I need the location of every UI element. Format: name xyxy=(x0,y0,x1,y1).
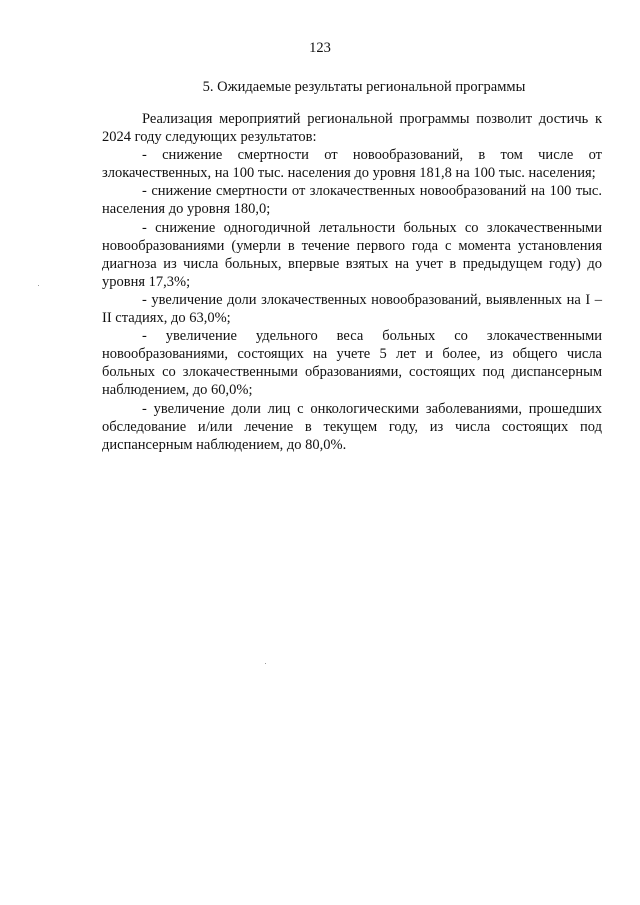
page-number: 123 xyxy=(309,40,331,56)
result-item-early-stage-detection: - увеличение доли злокачественных новообразований, выявленных на I – II стадиях, до 63,0%; xyxy=(102,291,602,327)
scan-speck xyxy=(38,285,39,286)
result-item-examination-treatment: - увеличение доли лиц с онкологическими заболеваниями, прошедших обследование и/или лечение в текущем году, из числа состоящих под диспансерным наблюдением, до 80,0%. xyxy=(102,400,602,453)
scan-speck xyxy=(265,663,266,664)
result-item-one-year-lethality: - снижение одногодичной летальности больных со злокачественными новообразованиями (умерли в течение первого года с момента установления диагноза из числа больных, впервые взятых на учет в предыдущем году) до уровня 17,3%; xyxy=(102,219,602,290)
result-item-mortality-malignant: - снижение смертности от злокачественных новообразований на 100 тыс. населения до уровня 180,0; xyxy=(102,183,602,218)
intro-paragraph: Реализация мероприятий региональной программы позволит достичь к 2024 году следующих результатов: xyxy=(102,111,602,146)
result-item-mortality-neoplasms: - снижение смертности от новообразований, в том числе от злокачественных, на 100 тыс. населения до уровня 181,8 на 100 тыс. населения; xyxy=(102,147,602,182)
section-title: 5. Ожидаемые результаты региональной программы xyxy=(202,79,526,95)
results-text-block xyxy=(102,110,602,454)
result-item-five-year-survival: - увеличение удельного веса больных со злокачественными новообразованиями, состоящих на учете 5 лет и более, из общего числа больных со злокачественными образованиями, состоящих под диспансерным наблюдением, до 60,0%; xyxy=(102,328,602,399)
